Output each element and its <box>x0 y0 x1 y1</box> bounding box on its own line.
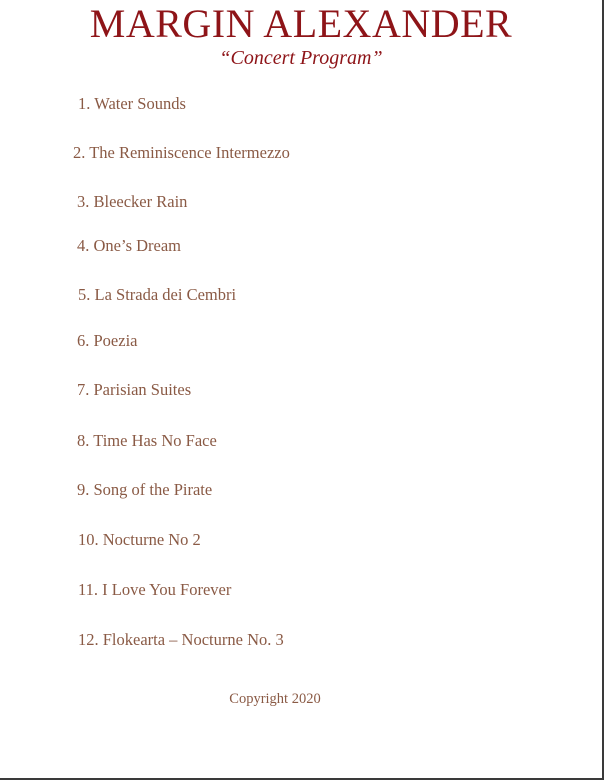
page-title: MARGIN ALEXANDER <box>89 1 513 46</box>
program-item-7: 7. Parisian Suites <box>77 380 192 399</box>
program-item-11: 11. I Love You Forever <box>78 580 232 599</box>
program-item-12: 12. Flokearta – Nocturne No. 3 <box>78 630 284 649</box>
program-item-4: 4. One’s Dream <box>77 236 182 255</box>
program-item-8: 8. Time Has No Face <box>77 431 217 450</box>
program-item-3: 3. Bleecker Rain <box>77 192 188 211</box>
program-item-2: 2. The Reminiscence Intermezzo <box>73 143 290 162</box>
copyright-notice: Copyright 2020 <box>229 691 321 707</box>
program-item-5: 5. La Strada dei Cembri <box>78 285 237 304</box>
program-item-9: 9. Song of the Pirate <box>77 480 213 499</box>
program-item-6: 6. Poezia <box>77 331 138 350</box>
program-item-1: 1. Water Sounds <box>78 94 186 113</box>
page-subtitle: “Concert Program” <box>219 47 383 69</box>
program-item-10: 10. Nocturne No 2 <box>78 530 201 549</box>
